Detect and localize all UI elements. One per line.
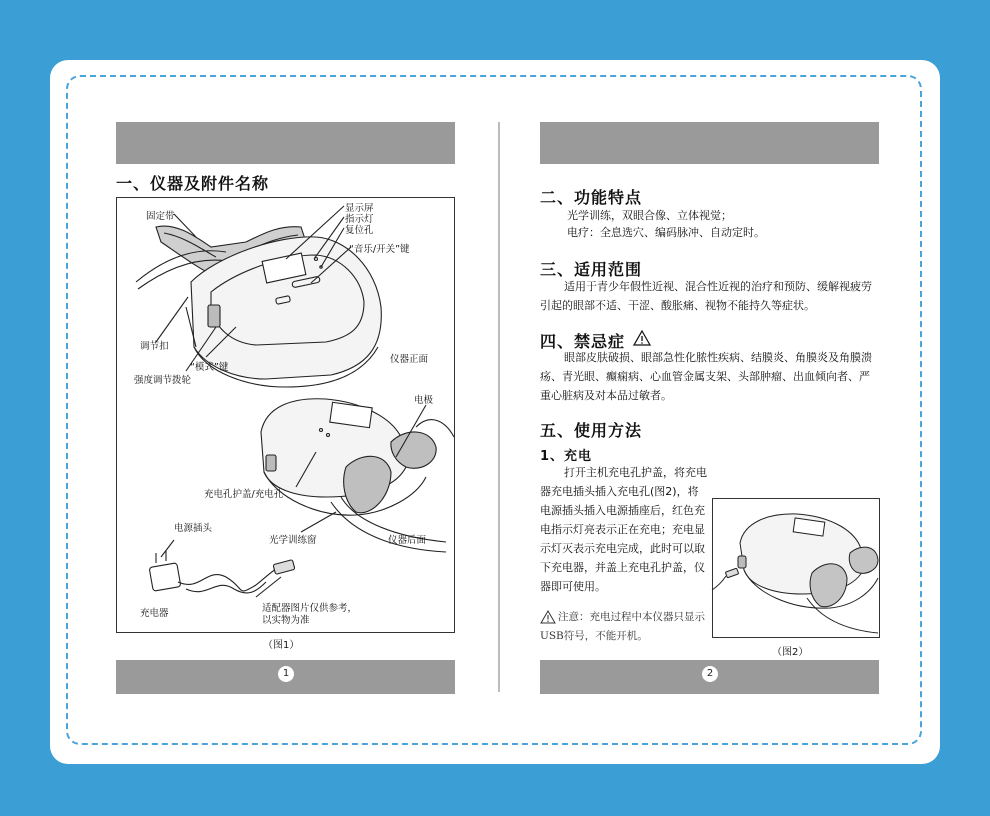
label-intensity-wheel: 强度调节拨轮 (134, 375, 192, 386)
sub1-title: 1、充电 (540, 449, 593, 464)
label-back: 仪器后面 (388, 535, 427, 546)
label-front: 仪器正面 (390, 354, 429, 365)
label-charge-cover: 充电孔护盖/充电孔 (204, 489, 284, 500)
section2-title: 二、功能特点 (540, 188, 643, 207)
page-number-right: 2 (702, 666, 718, 682)
label-electrode: 电极 (414, 395, 434, 406)
page-number-left: 1 (278, 666, 294, 682)
section3-text: 适用于青少年假性近视、混合性近视的治疗和预防、缓解视疲劳引起的眼部不适、干涩、酸胀痛、视物不能持久等症状。 (540, 280, 872, 312)
label-display: 显示屏 (345, 203, 374, 214)
section2-line2: 电疗：全息选穴、编码脉冲、自动定时。 (567, 226, 765, 239)
label-adapter-note-1: 适配器图片仅供参考， (262, 603, 358, 614)
label-music-key: “音乐/开关”键 (349, 244, 410, 255)
note-text: 注意：充电过程中本仪器只显示USB符号，不能开机。 (540, 611, 705, 642)
right-header-bar (540, 122, 879, 164)
label-window: 光学训练窗 (269, 535, 317, 546)
section3-title: 三、适用范围 (540, 260, 643, 279)
label-adapter-note-2: 以实物为准 (262, 615, 310, 626)
label-buckle: 调节扣 (140, 341, 169, 352)
charging-device-illustration (712, 498, 880, 638)
label-mode-key: “模式”键 (190, 362, 229, 373)
device-back-illustration (116, 197, 455, 633)
figure-1-caption: （图1） (263, 640, 300, 651)
label-charger: 充电器 (140, 608, 169, 619)
figure-2-caption: （图2） (772, 647, 809, 658)
section2-line1: 光学训练，双眼合像、立体视觉； (567, 209, 732, 222)
page-divider (498, 122, 500, 692)
section5-title: 五、使用方法 (540, 421, 643, 440)
warning-icon (633, 330, 651, 346)
left-heading: 一、仪器及附件名称 (116, 174, 270, 193)
sub1-text: 打开主机充电孔护盖，将充电器充电插头插入充电孔(图2)，将电源插头插入电源插座后，红色充电指示灯亮表示正在充电；充电显示灯灭表示充电完成，此时可以取下充电器，并盖上充电孔护盖，仪器即可使用。 (540, 466, 707, 593)
label-plug: 电源插头 (174, 523, 213, 534)
section4-title: 四、禁忌症 (540, 332, 626, 351)
left-header-bar (116, 122, 455, 164)
section4-text: 眼部皮肤破损、眼部急性化脓性疾病、结膜炎、角膜炎及角膜溃疡、青光眼、癫痫病、心血管金属支架、头部肿瘤、出血倾向者、严重心脏病及对本品过敏者。 (540, 351, 872, 402)
label-strap: 固定带 (146, 211, 175, 222)
label-indicator: 指示灯 (345, 214, 374, 225)
label-reset: 复位孔 (345, 225, 374, 236)
